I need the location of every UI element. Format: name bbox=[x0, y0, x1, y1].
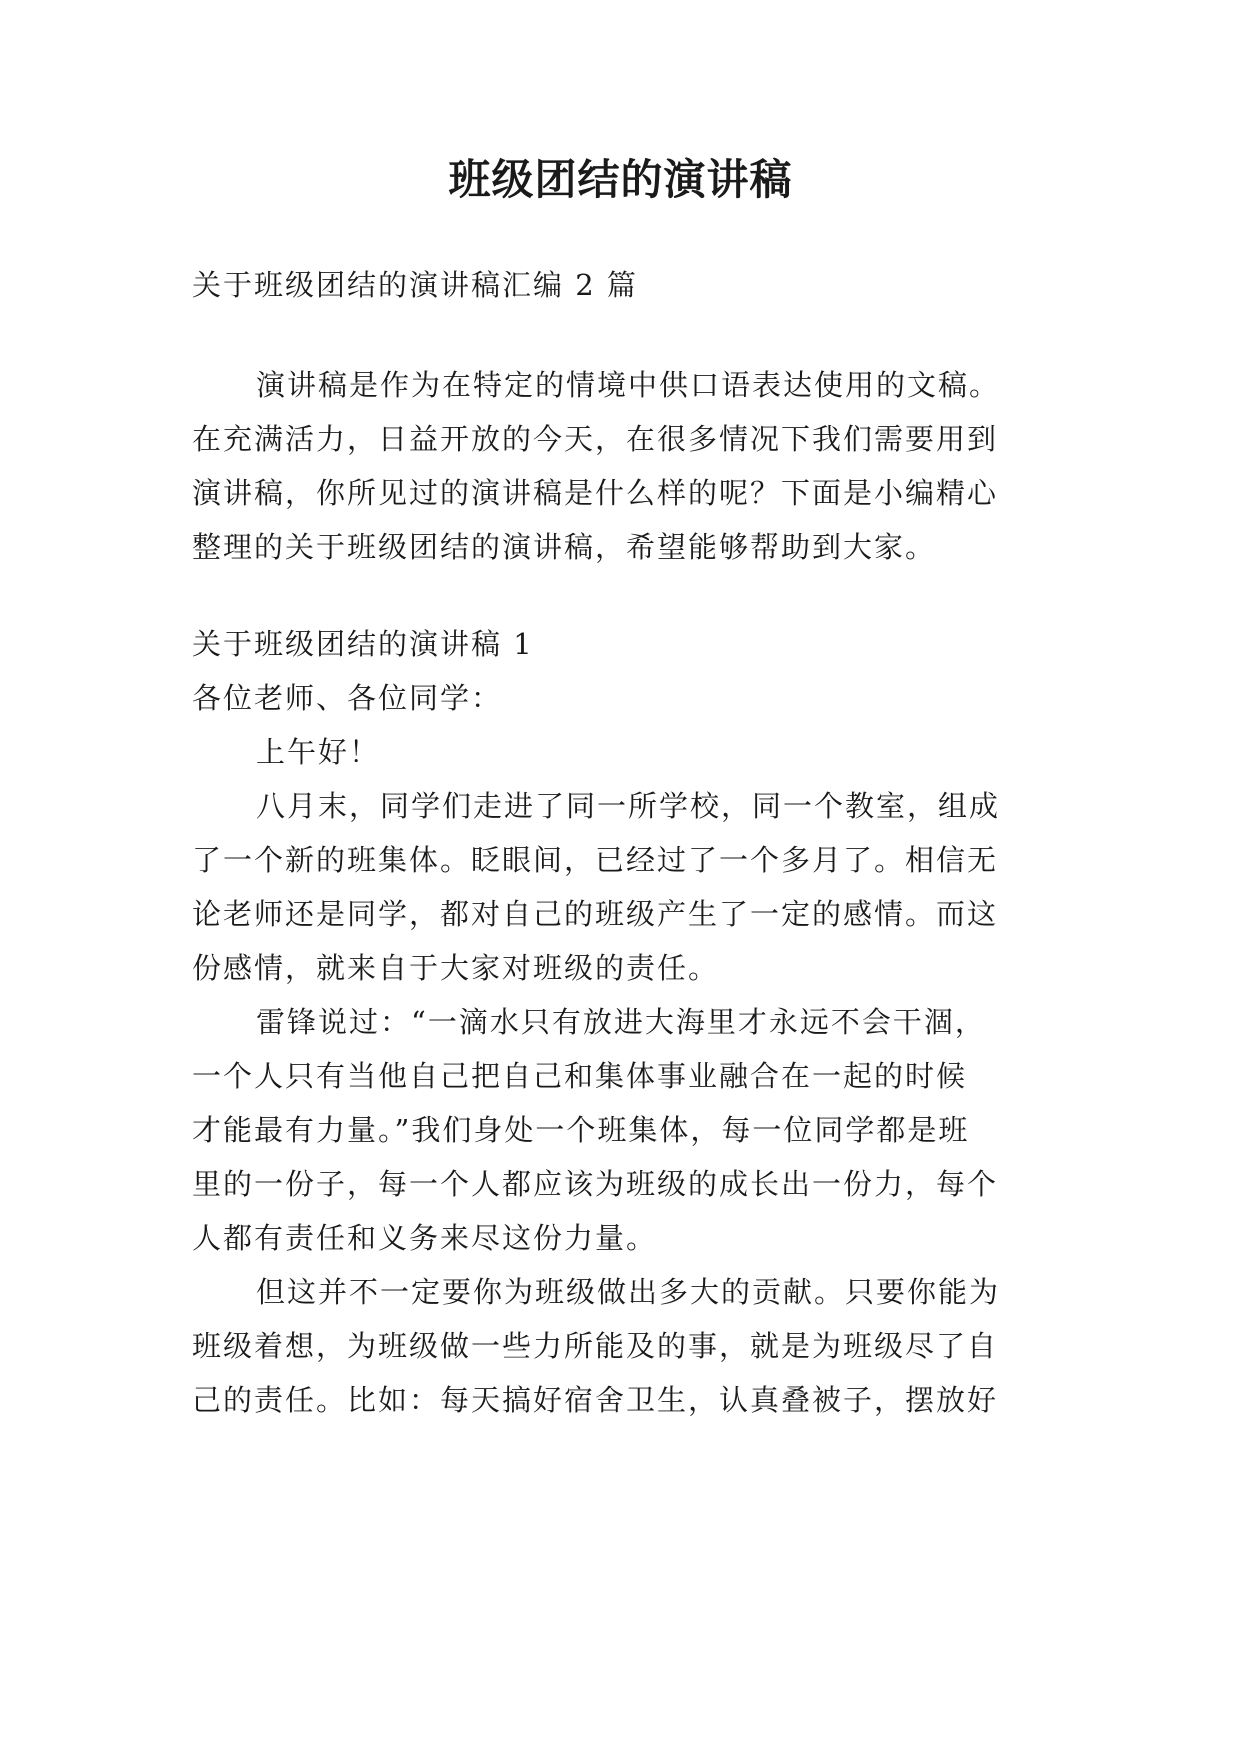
body-line-1: 八月末，同学们走进了同一所学校，同一个教室，组成 bbox=[256, 789, 1001, 823]
body-line-7: 才能最有力量。”我们身处一个班集体，每一位同学都是班 bbox=[192, 1113, 970, 1147]
body-line-12: 己的责任。比如：每天搞好宿舍卫生，认真叠被子，摆放好 bbox=[192, 1383, 999, 1417]
section-heading: 关于班级团结的演讲稿 1 bbox=[192, 627, 534, 661]
body-line-4: 份感情，就来自于大家对班级的责任。 bbox=[192, 951, 720, 985]
body-line-3: 论老师还是同学，都对自己的班级产生了一定的感情。而这 bbox=[192, 897, 999, 931]
intro-line-3: 演讲稿，你所见过的演讲稿是什么样的呢？下面是小编精心 bbox=[192, 476, 999, 510]
intro-line-2: 在充满活力，日益开放的今天，在很多情况下我们需要用到 bbox=[192, 422, 999, 456]
body-line-6: 一个人只有当他自己把自己和集体事业融合在一起的时候 bbox=[192, 1059, 968, 1093]
body-line-5: 雷锋说过：“一滴水只有放进大海里才永远不会干涸， bbox=[256, 1005, 986, 1039]
body-line-10: 但这并不一定要你为班级做出多大的贡献。只要你能为 bbox=[256, 1275, 1001, 1309]
greeting: 上午好！ bbox=[256, 735, 381, 769]
salutation: 各位老师、各位同学： bbox=[192, 681, 503, 715]
intro-line-1: 演讲稿是作为在特定的情境中供口语表达使用的文稿。 bbox=[256, 368, 1001, 402]
body-line-2: 了一个新的班集体。眨眼间，已经过了一个多月了。相信无 bbox=[192, 843, 999, 877]
document-subtitle: 关于班级团结的演讲稿汇编 2 篇 bbox=[192, 268, 638, 302]
body-line-9: 人都有责任和义务来尽这份力量。 bbox=[192, 1221, 658, 1255]
body-line-8: 里的一份子，每一个人都应该为班级的成长出一份力，每个 bbox=[192, 1167, 999, 1201]
intro-line-4: 整理的关于班级团结的演讲稿，希望能够帮助到大家。 bbox=[192, 530, 937, 564]
document-title: 班级团结的演讲稿 bbox=[448, 155, 793, 204]
body-line-11: 班级着想，为班级做一些力所能及的事，就是为班级尽了自 bbox=[192, 1329, 999, 1363]
